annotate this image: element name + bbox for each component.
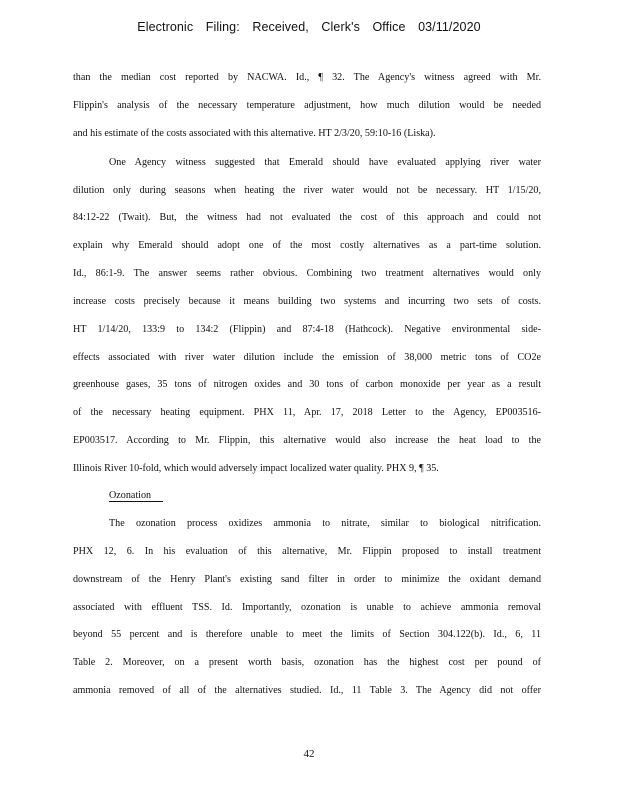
text-line: The ozonation process oxidizes ammonia to nitrate, similar to biological nitrification. (109, 518, 541, 529)
text-line: Illinois River 10-fold, which would adversely impact localized water quality. PHX 9, ¶ 35. (73, 463, 439, 474)
text-line: and his estimate of the costs associated with this alternative. HT 2/3/20, 59:10-16 (Liska). (73, 128, 436, 139)
text-line: dilution only during seasons when heating the river water would not be necessary. HT 1/15/20, (73, 185, 541, 196)
text-line: HT 1/14/20, 133:9 to 134:2 (Flippin) and 87:4-18 (Hathcock). Negative environmental side- (73, 324, 541, 335)
section-heading-text: Ozonation (109, 490, 163, 502)
text-line: One Agency witness suggested that Emerald should have evaluated applying river water (109, 157, 541, 168)
page-number: 42 (303, 748, 315, 760)
text-line: Flippin's analysis of the necessary temperature adjustment, how much dilution would be needed (73, 100, 541, 111)
text-line: Id., 86:1-9. The answer seems rather obvious. Combining two treatment alternatives would only (73, 268, 541, 279)
text-line: explain why Emerald should adopt one of the most costly alternatives as a part-time solution. (73, 240, 541, 251)
text-line: increase costs precisely because it means building two systems and incurring two sets of costs. (73, 296, 541, 307)
text-line: Table 2. Moreover, on a present worth basis, ozonation has the highest cost per pound of (73, 657, 541, 668)
text-line: PHX 12, 6. In his evaluation of this alternative, Mr. Flippin proposed to install treatment (73, 546, 541, 557)
filing-stamp-header: Electronic Filing: Received, Clerk's Office 03/11/2020 (137, 20, 481, 34)
text-line: beyond 55 percent and is therefore unable to meet the limits of Section 304.122(b). Id., 6, 11 (73, 629, 541, 640)
text-line: EP003517. According to Mr. Flippin, this alternative would also increase the heat load to the (73, 435, 541, 446)
text-line: effects associated with river water dilution include the emission of 38,000 metric tons of CO2e (73, 352, 541, 363)
text-line: downstream of the Henry Plant's existing sand filter in order to minimize the oxidant demand (73, 574, 541, 585)
section-heading (109, 490, 163, 502)
text-line: 84:12-22 (Twait). But, the witness had not evaluated the cost of this approach and could not (73, 212, 541, 223)
text-line: associated with effluent TSS. Id. Importantly, ozonation is unable to achieve ammonia removal (73, 602, 541, 613)
text-line: of the necessary heating equipment. PHX 11, Apr. 17, 2018 Letter to the Agency, EP003516- (73, 407, 541, 418)
text-line: greenhouse gases, 35 tons of nitrogen oxides and 30 tons of carbon monoxide per year as a result (73, 379, 541, 390)
text-line: than the median cost reported by NACWA. Id., ¶ 32. The Agency's witness agreed with Mr. (73, 72, 541, 83)
text-line: ammonia removed of all of the alternatives studied. Id., 11 Table 3. The Agency did not offer (73, 685, 541, 696)
